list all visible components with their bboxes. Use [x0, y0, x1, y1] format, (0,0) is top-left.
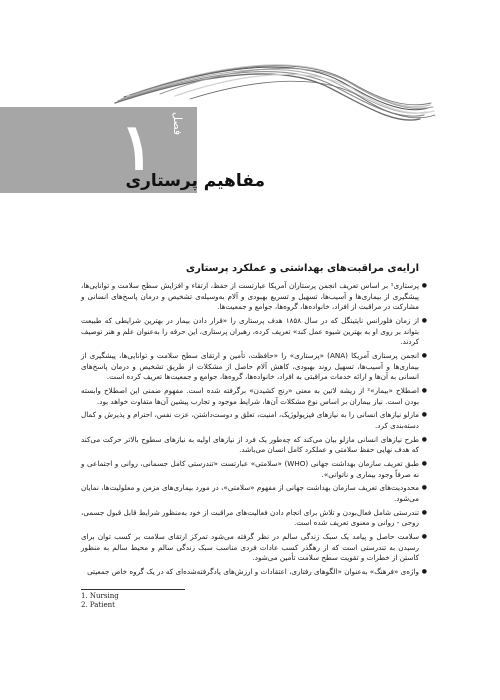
footnote-divider [81, 589, 185, 590]
bullet-item: ● پرستاری¹ بر اساس تعریف انجمن پرستاران آمریکا عبارتست از حفظ، ارتقاء و افزایش سطح سلامت و توانایی‌ها، پیشگیری از بیماری‌ها و آسیب‌ها، تسهیل و تسریع بهبودی و آلام به‌وسیله‌ی تشخیص و درمان پاسخ‌های انسانی و مشارکت در مراقبت از افراد، خانواده‌ها، گروه‌ها، جوامع و جمعیت‌ها. [81, 281, 427, 313]
bullet-item: ● انجمن پرستاری آمریکا (ANA) «پرستاری» را «حافظت، تأمین و ارتقای سطح سلامت و توانایی‌ها، پیشگیری از بیماری‌ها و آسیب‌ها، تسهیل روند بهبودی، کاهش آلام حاصل از مشکلات از طریق تشخیص و درمان پاسخ‌های انسانی به آن‌ها و ارائه خدمات مراقبتی به افراد، خانواده‌ها، گروه‌ها، جوامع و جمعیت‌ها تعریف کرده است. [81, 351, 427, 383]
chapter-number: ۱ [120, 110, 155, 185]
bullet-item: ● مازلو نیازهای انسانی را به نیازهای فیزیولوژیک، امنیت، تعلق و دوست‌داشتن، عزت نفس، احترام و پذیرش و کمال دسته‌بندی کرد. [81, 410, 427, 431]
bullet-item: ● تندرستی شامل فعال‌بودن و تلاش برای انجام دادن فعالیت‌های مراقبت از خود به‌منظور شرایط قابل قبول جسمی، روحی - روانی و معنوی تعریف شده است. [81, 508, 427, 529]
bullet-item: ● محدودیت‌های تعریف سازمان بهداشت جهانی از مفهوم «سلامتی»، در مورد بیماری‌های مزمن و معلولیت‌ها، نمایان می‌شود. [81, 483, 427, 504]
bullet-item: ● سلامت حاصل و پیامد یک سبک زندگی سالم در نظر گرفته می‌شود تمرکز ارتقای سلامت بر کسب توان برای رسیدن به تندرستی است که از رهگذر کسب عادات فردی مناسب سبک زندگی سالم و محیط سالم به منظور کاستن از خطرات و تقویت سطح سلامت تأمین می‌شود. [81, 532, 427, 564]
bullet-item: ● واژه‌ی «فرهنگ» به‌عنوان «الگوهای رفتاری، اعتقادات و ارزش‌های یادگرفته‌شده‌ای که در یک گروه خاص جمعیتی [81, 567, 427, 578]
bullet-item: ● طبق تعریف سازمان بهداشت جهانی (WHO) «سلامتی» عبارتست «تندرستی کامل جسمانی، روانی و اجتماعی و نه صرفاً وجود بیماری و ناتوانی». [81, 459, 427, 480]
section-heading: ارایه‌ی مراقبت‌های بهداشتی و عملکرد پرستاری [185, 263, 419, 274]
footnotes [81, 592, 119, 610]
bullet-list [81, 281, 427, 581]
bullet-item: ● طرح نیازهای انسانی مازلو بیان می‌کند که چه‌طور یک فرد از نیازهای اولیه به نیازهای سطوح بالاتر حرکت می‌کند که هدف نهایی حفظ سلامتی و عملکرد کامل انسان می‌باشد. [81, 435, 427, 456]
chapter-title: مفاهیم پرستاری [125, 171, 265, 191]
footnote-item: 1. Nursing [81, 592, 119, 600]
chapter-word: فصل [171, 112, 184, 136]
bullet-item: ● اصطلاح «بیمار»² از ریشه لاتین به معنی «رنج کشیدن» برگرفته شده است. مفهوم ضمنی این اصطلاح وابسته بودن است. نیاز بیماران بر اساس نوع مشکلات آن‌ها، شرایط موجود و تجارب پیشین آن‌ها متفاوت خواهد بود. [81, 386, 427, 407]
footnote-item: 2. Patient [81, 601, 115, 609]
bullet-item: ● از زمان فلورانس نایتینگل که در سال ۱۸۵۸ هدف پرستاری را «قرار دادن بیمار در بهترین شرایطی که طبیعت بتواند بر روی او به بهترین شیوه عمل کند» تعریف کرده، رهبران پرستاری، این حرفه را به‌عنوان علم و هنر توصیف کردند. [81, 316, 427, 348]
